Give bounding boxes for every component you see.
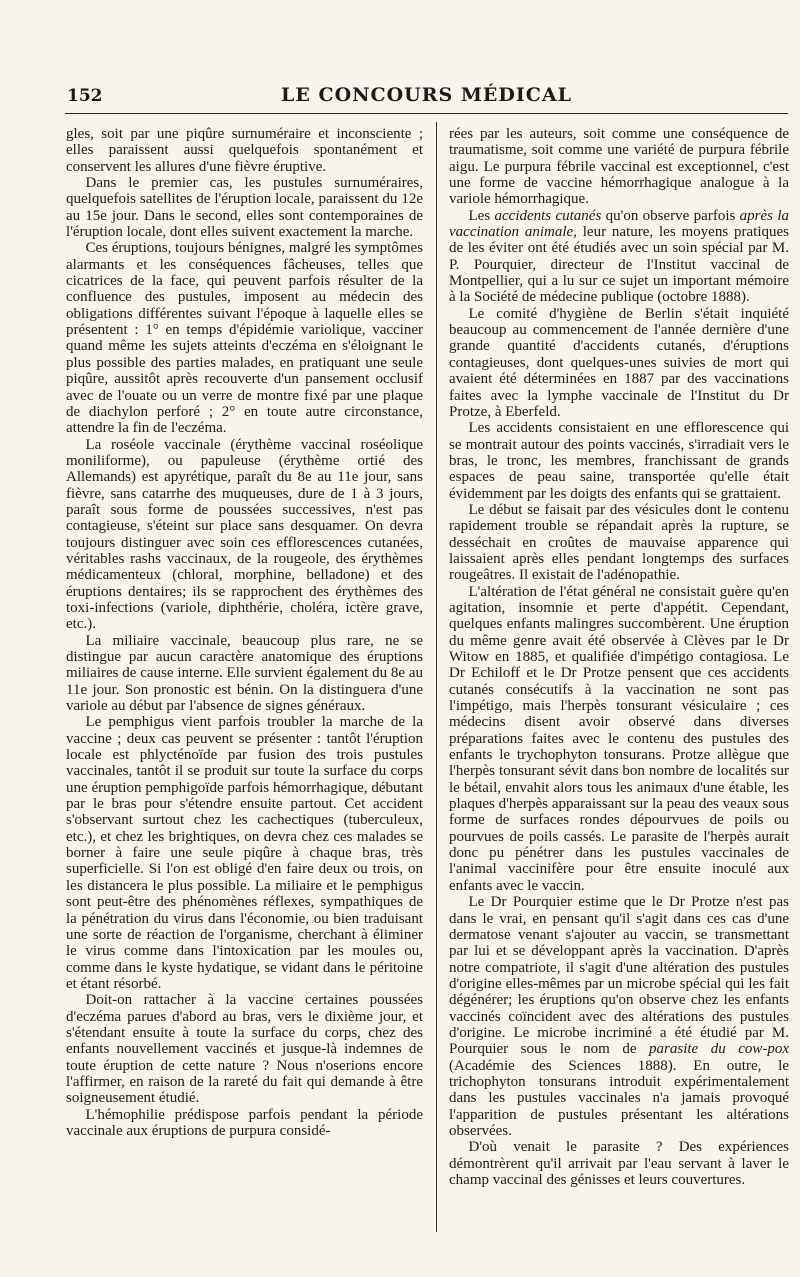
paragraph: D'où venait le parasite ? Des expériences démontrèrent qu'il arrivait par l'eau servant à laver le champ vaccinal des génisses et leurs couvertures. (449, 1139, 789, 1188)
paragraph: Dans le premier cas, les pustules surnuméraires, quelquefois satellites de l'éruption locale, paraissent du 12e au 15e jour. Dans le second, elles sont contemporaines de l'éruption locale, dont elles suivent exactement la marche. (66, 175, 423, 241)
text-run: Le Dr Pourquier estime que le Dr Protze n'est pas dans le vrai, en pensant qu'il s'agit dans ces cas d'une dermatose venant s'ajouter au vaccin, se transmettant par lui et se développant après la vaccination. D'après notre compatriote, il s'agit d'une altération des pustules d'origine elles-mêmes par un microbe spécial qui les fait dégénérer; les éruptions qu'on observe chez les enfants vaccinés coïncident avec des altérations des pustules d'origine. Le microbe incriminé a été étudié par M. Pourquier sous le nom de (449, 894, 789, 1058)
paragraph: La miliaire vaccinale, beaucoup plus rare, ne se distingue par aucun caractère anatomique des éruptions miliaires de cause interne. Elle survient également du 8e au 11e jour. Son pronostic est bénin. On la distinguera d'une variole au début par l'absence de signes généraux. (66, 632, 423, 715)
paragraph: La roséole vaccinale (érythème vaccinal roséolique moniliforme), ou papuleuse (érythème ortié des Allemands) est apyrétique, paraît du 8e au 11e jour, sans fièvre, sans catarrhe des muqueuses, dure de 1 à 3 jours, paraît sous forme de poussées successives, n'est pas contagieuse, s'éteint sur place sans desquamer. On devra toujours distinguer avec soin ces efflorescences cutanées, véritables rashs vaccinaux, de la rougeole, des érythèmes médicamenteux (chloral, morphine, belladone) et des éruptions dentaires; ils se rapprochent des érythèmes des toxi-infections (variole, diphthérie, choléra, ictère grave, etc.). (66, 436, 423, 633)
paragraph: Le pemphigus vient parfois troubler la marche de la vaccine ; deux cas peuvent se présenter : tantôt l'éruption locale est phlycténoïde par fusion des trois pustules vaccinales, tantôt il se produit sur toute la surface du corps une éruption pemphigoïde parfois hémorrhagique, débutant par le bras pour s'étendre ensuite partout. Cet accident s'observant surtout chez les cachectiques (tuberculeux, etc.), et chez les brightiques, on devra chez ces malades se borner à faire une seule piqûre à chaque bras, très superficielle. Si l'on est obligé d'en faire deux ou trois, on les distancera le plus possible. La miliaire et le pemphigus sont peut-être des phénomènes réflexes, sympathiques de la pénétration du virus dans l'économie, ou bien traduisant une sorte de réaction de l'organisme, cherchant à éliminer le virus comme dans l'intoxication par les moules ou, comme dans le kyste hydatique, se vidant dans le péritoine et étant résorbé. (66, 714, 423, 992)
header-rule (65, 113, 788, 114)
paragraph (449, 894, 789, 1139)
paragraph: Le comité d'hygiène de Berlin s'était inquiété beaucoup au commencement de l'année dernière d'une grande quantité d'accidents cutanés, d'éruptions contagieuses, dont quelques-unes suivies de mort qui avaient été déterminées en 1887 par des vaccinations faites avec la lymphe vaccinale de l'Institut du Dr Protze, à Eberfeld. (449, 305, 789, 420)
paragraph: L'altération de l'état général ne consistait guère qu'en agitation, insomnie et perte d'appétit. Cependant, quelques enfants malingres succombèrent. Une éruption du même genre avait été observée à Clèves par le Dr Witow en 1885, et qualifiée d'impétigo contagiosa. Le Dr Echiloff et le Dr Protze pensent que ces accidents cutanés consécutifs à la vaccination ne sont pas l'impétigo, mais l'herpès tonsurant vésiculaire ; ces médecins disent avoir observé dans diverses préparations faites avec le contenu des pustules des enfants le trychophyton tonsurans. Protze allègue que l'herpès tonsurant sévit dans bon nombre de localités sur le bétail, envahit alors tous les animaux d'une étable, les plaques d'herpès apparaissant sur la peau des veaux sous forme de surfaces rondes dépourvues de poils ou pourvues de poils cassés. Le parasite de l'herpès aurait donc pu pénétrer dans les pustules vaccinales de l'animal vaccinifère pour être ensuite inoculé aux enfants avec le vaccin. (449, 583, 789, 894)
paragraph: Le début se faisait par des vésicules dont le contenu rapidement trouble se répandait après la rupture, se desséchait en croûtes de mauvaise apparence qui laissaient après elles pendant longtemps des surfaces rougeâtres. Il existait de l'adénopathie. (449, 501, 789, 584)
paragraph: Les accidents consistaient en une efflorescence qui se montrait autour des points vaccinés, s'irradiait vers le bras, le tronc, les membres, franchissant de grands espaces de peau saine, transportée qu'elle était évidemment par les doigts des enfants qui se grattaient. (449, 420, 789, 502)
left-column (66, 126, 423, 1139)
paragraph: rées par les auteurs, soit comme une conséquence de traumatisme, soit comme une variété de purpura fébrile aigu. Le purpura fébrile vaccinal est exceptionnel, c'est une forme de vaccine hémorrhagique analogue à la variole hémorrhagique. (449, 126, 789, 208)
paragraph (449, 208, 789, 306)
paragraph: Doit-on rattacher à la vaccine certaines poussées d'eczéma parues d'abord au bras, vers le dixième jour, et s'étendant ensuite à toute la surface du corps, chez des enfants nouvellement vaccinés et jusque-là indemnes de toute éruption de cette nature ? Nous n'oserions encore l'affirmer, en raison de la rareté du fait qui demande à être soigneusement étudié. (66, 992, 423, 1107)
paragraph: L'hémophilie prédispose parfois pendant la période vaccinale aux éruptions de purpura considé- (66, 1106, 423, 1139)
emphasis: après la vaccination animale (449, 207, 789, 241)
paragraph: Ces éruptions, toujours bénignes, malgré les symptômes alarmants et les conséquences fâcheuses, telles que cicatrices de la face, qui peuvent parfois résulter de la confluence des pustules, imposent au médecin des obligations différentes suivant l'époque à laquelle elles se présentent : 1° en temps d'épidémie variolique, vacciner quand même les sujets atteints d'eczéma en s'éloignant le plus possible des parties malades, en pratiquant une seule piqûre, aussitôt après recouverte d'un pansement occlusif avec de l'ouate ou un verre de montre fixé par une plaque de diachylon perforé ; 2° en toute autre circonstance, attendre la fin de l'eczéma. (66, 240, 423, 437)
paragraph: gles, soit par une piqûre surnuméraire et inconsciente ; elles paraissent aussi quelquefois spontanément et conservent les allures d'une fièvre éruptive. (66, 126, 423, 175)
running-header (65, 84, 788, 110)
text-run: qu'on observe parfois (601, 207, 740, 224)
text-run: (Académie des Sciences 1888). En outre, le trichophyton tonsurans introduit expérimentalement dans les pustules vaccinales n'a jamais provoqué l'apparition de pustules présentant les altérations observées. (449, 1057, 789, 1139)
journal-title: LE CONCOURS MÉDICAL (281, 84, 572, 106)
text-run: , leur nature, les moyens pratiques de les éviter ont été étudiés avec un soin spécial par M. P. Pourquier, directeur de l'Institut vaccinal de Montpellier, qui a lu sur ce sujet un important mémoire à la Société de médecine publique (octobre 1888). (449, 224, 789, 306)
emphasis: parasite du cow-pox (649, 1041, 790, 1058)
right-column (449, 126, 789, 1188)
column-divider (436, 122, 437, 1232)
page-number: 152 (67, 86, 103, 106)
text-run: Les (468, 207, 495, 224)
emphasis: accidents cutanés (494, 207, 602, 224)
